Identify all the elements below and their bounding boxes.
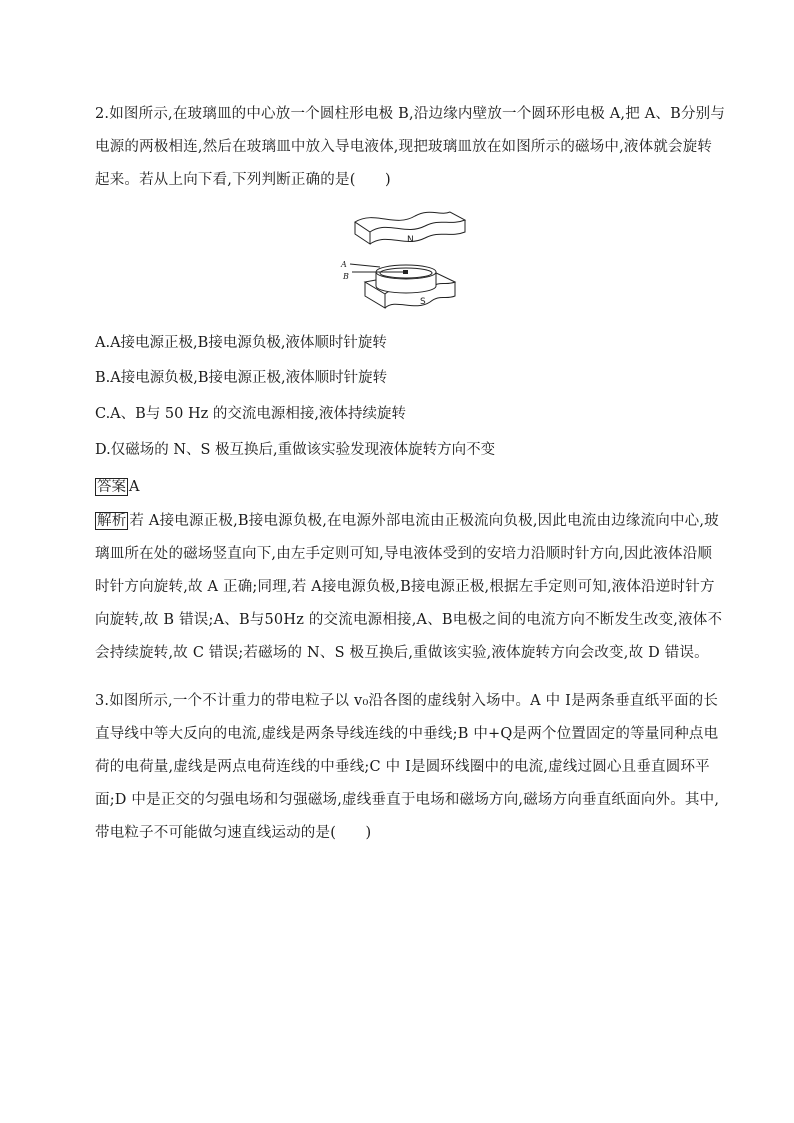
- lead-a: [350, 264, 380, 267]
- glass-dish-magnet-figure: [340, 200, 470, 320]
- option-b: B.A接电源负极,B接电源正极,液体顺时针旋转: [95, 370, 388, 386]
- question-3-stem-line: 面;D 中是正交的匀强电场和匀强磁场,虚线垂直于电场和磁场方向,磁场方向垂直纸面向外。其中,: [95, 792, 720, 808]
- n-pole-label: N: [407, 235, 414, 245]
- question-2-stem-line: 电源的两极相连,然后在玻璃皿中放入导电液体,现把玻璃皿放在如图所示的磁场中,液体就会旋转: [95, 139, 713, 155]
- question-2-stem: [95, 98, 726, 197]
- option-c: C.A、B与 50 Hz 的交流电源相接,液体持续旋转: [95, 406, 406, 422]
- question-3-stem-line: 带电粒子不可能做匀速直线运动的是( ): [95, 825, 372, 841]
- option-a: A.A接电源正极,B接电源负极,液体顺时针旋转: [95, 335, 387, 351]
- question-2-stem-line: 2.如图所示,在玻璃皿的中心放一个圆柱形电极 B,沿边缘内壁放一个圆环形电极 A,把 A、B分别与: [95, 106, 726, 122]
- question-2-stem-line: 起来。若从上向下看,下列判断正确的是( ): [95, 172, 391, 188]
- question-3-stem-line: 3.如图所示,一个不计重力的带电粒子以 v₀沿各图的虚线射入场中。A 中 I是两条垂直纸平面的长: [95, 693, 719, 709]
- answer-tag: 答案: [97, 479, 126, 495]
- question-3-stem: [95, 685, 720, 850]
- question-3-stem-line: 荷的电荷量,虚线是两点电荷连线的中垂线;C 中 I是圆环线圈中的电流,虚线过圆心且垂直圆环平: [95, 759, 710, 775]
- electrode-b-label: B: [343, 272, 349, 281]
- question-3-stem-line: 直导线中等大反向的电流,虚线是两条导线连线的中垂线;B 中+Q是两个位置固定的等量同种点电: [95, 726, 719, 742]
- analysis-line: 时针方向旋转,故 A 正确;同理,若 A接电源负极,B接电源正极,根据左手定则可知,液体沿逆时针方: [95, 579, 715, 595]
- analysis-line: 向旋转,故 B 错误;A、B与50Hz 的交流电源相接,A、B电极之间的电流方向不断发生改变,液体不: [95, 612, 723, 628]
- option-d: D.仅磁场的 N、S 极互换后,重做该实验发现液体旋转方向不变: [95, 442, 496, 458]
- s-pole-label: S: [420, 297, 426, 307]
- glass-dish: [376, 265, 436, 293]
- analysis-line: 璃皿所在处的磁场竖直向下,由左手定则可知,导电液体受到的安培力沿顺时针方向,因此液体沿顺: [95, 546, 713, 562]
- top-magnet-n: [355, 212, 465, 245]
- electrode-a-label: A: [341, 260, 347, 269]
- answer-line: [95, 477, 139, 497]
- analysis-tag: 解析: [97, 513, 127, 529]
- analysis-block: [95, 505, 723, 670]
- analysis-line: 解析 若 A接电源正极,B接电源负极,在电源外部电流由正极流向负极,因此电流由边缘流向中心,玻: [97, 513, 719, 529]
- analysis-line: 会持续旋转,故 C 错误;若磁场的 N、S 极互换后,重做该实验,液体旋转方向会改变,故 D 错误。: [95, 645, 709, 661]
- answer-value: A: [129, 479, 140, 495]
